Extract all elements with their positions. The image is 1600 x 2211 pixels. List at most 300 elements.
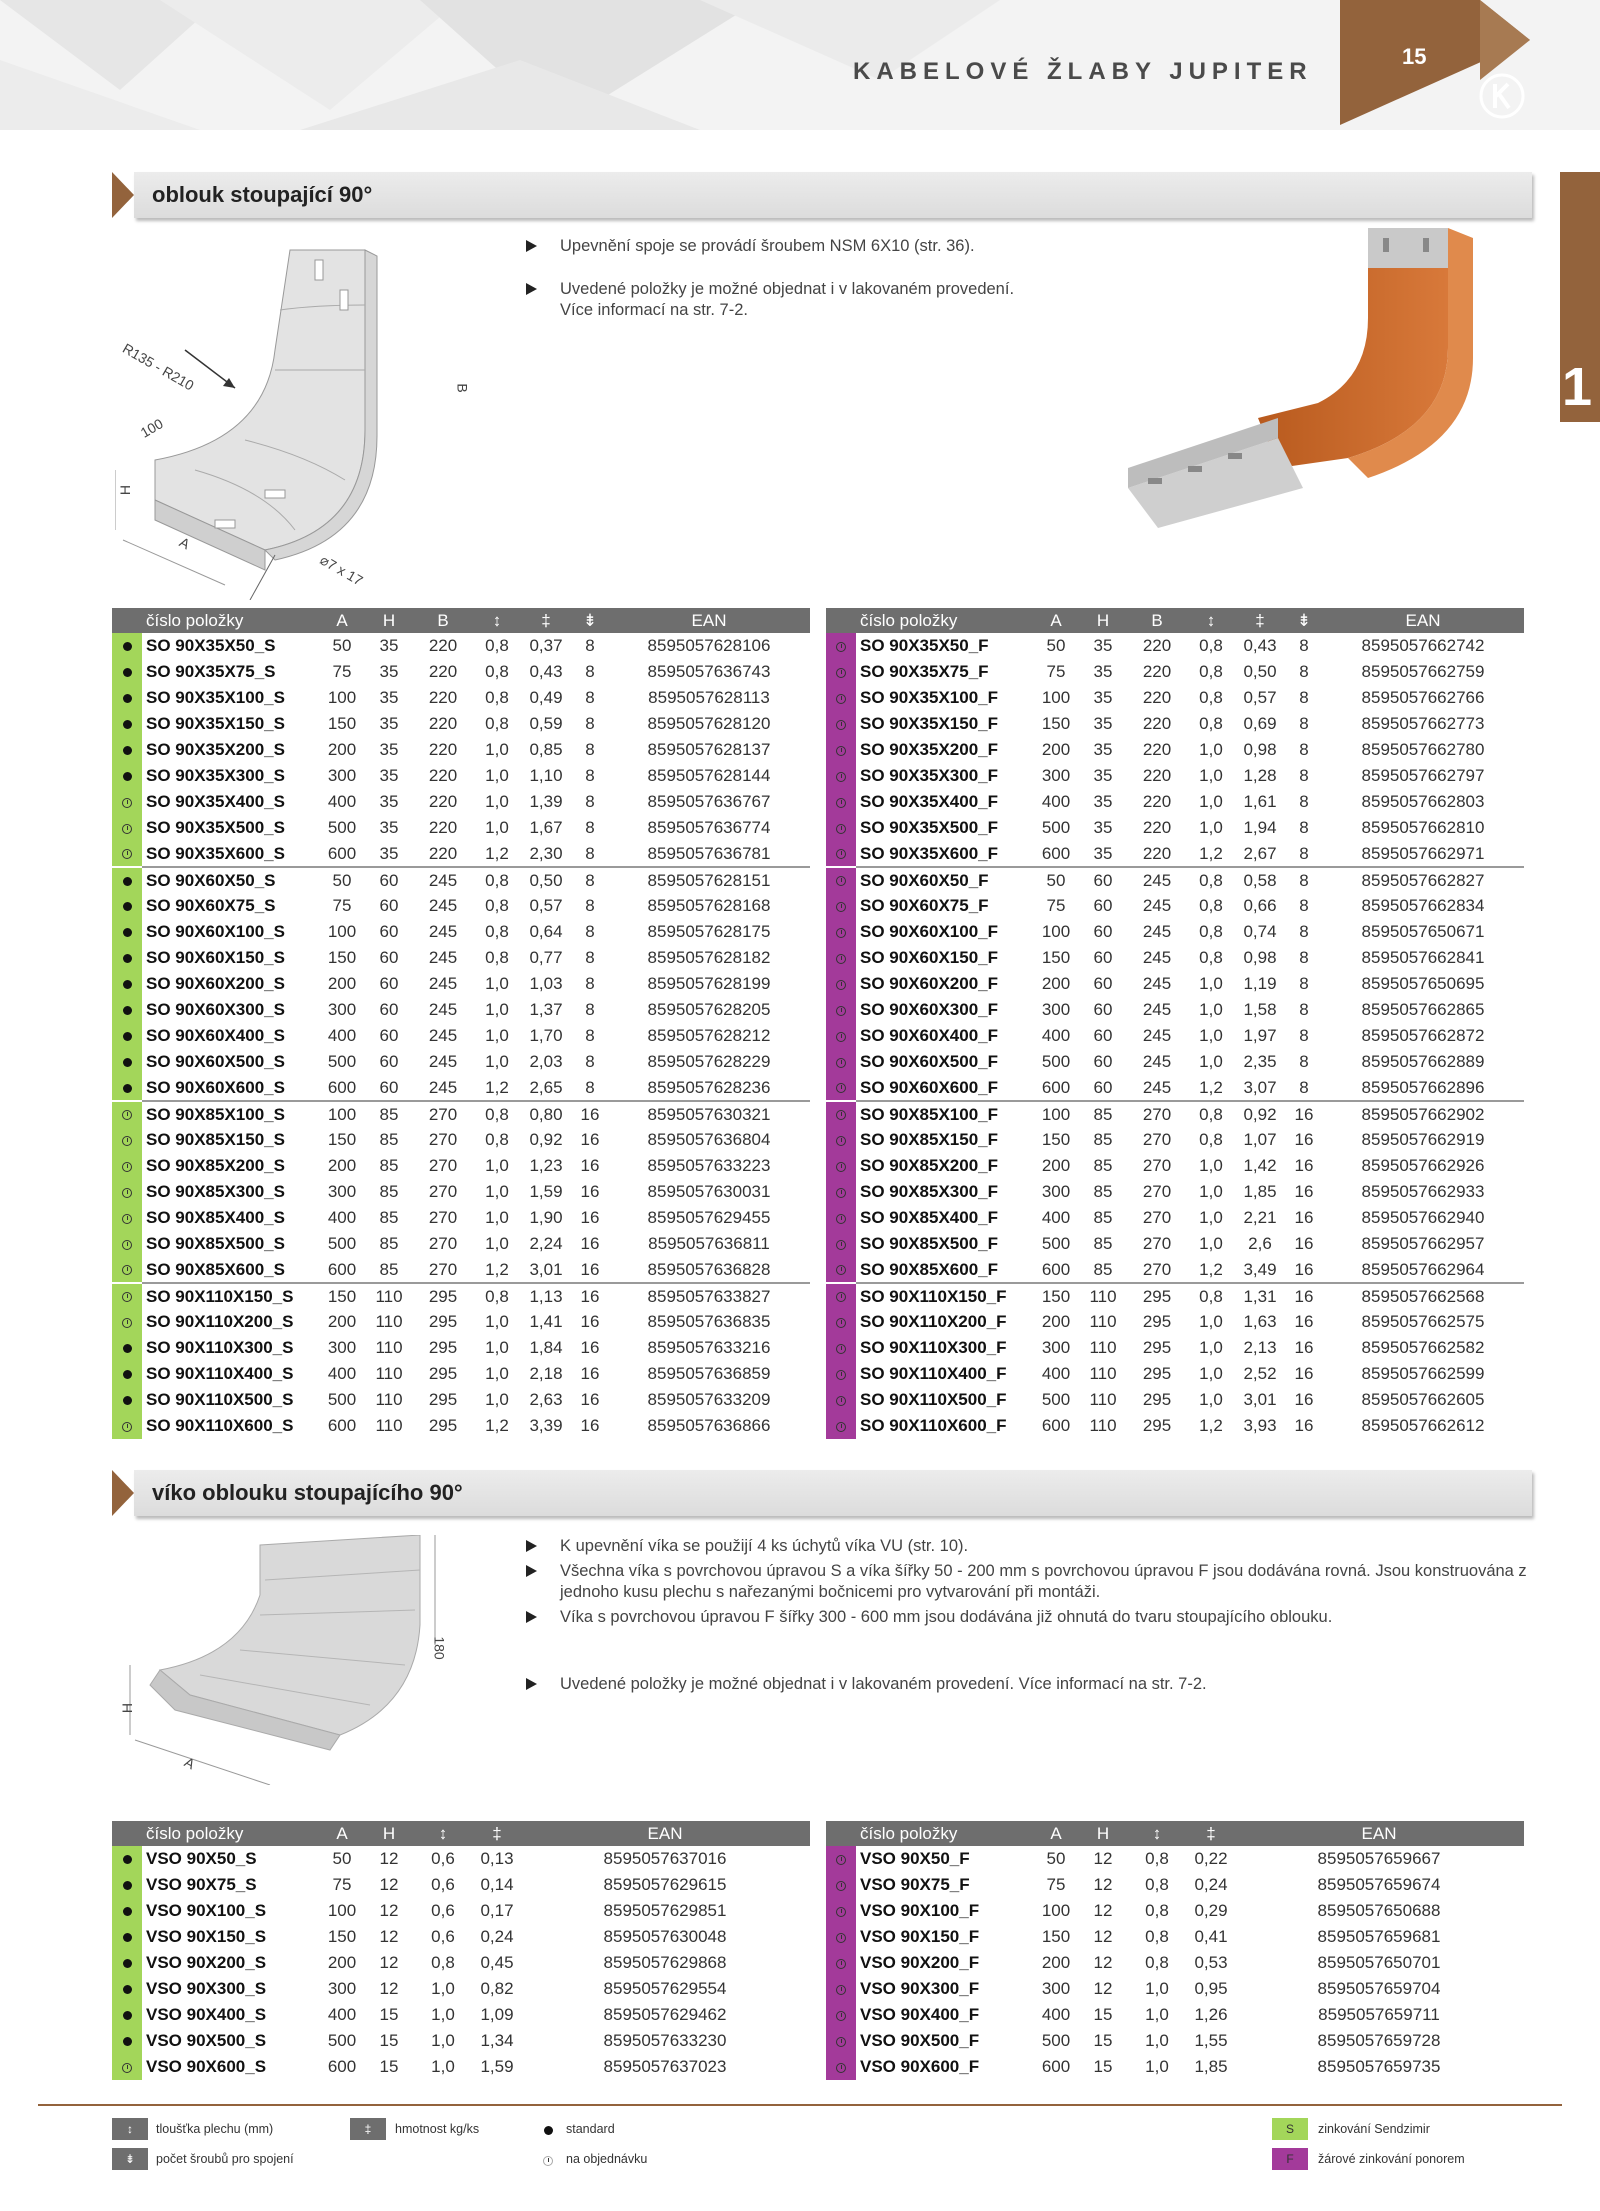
table-row [826,971,1524,997]
cell-h: 12 [379,1979,399,1998]
cell-w: 0,80 [520,1101,572,1127]
cell-b: 270 [428,1208,458,1227]
column-header: EAN [1234,1821,1524,1846]
cell-t: 1,2 [485,1077,509,1097]
ean-code: 8595057628106 [647,636,771,655]
cell-n: 8 [1299,896,1309,915]
cell-n: 8 [585,818,595,837]
cell-t: 1,0 [1199,766,1223,785]
item-code: SO 90X35X75_S [146,662,276,681]
cell-h: 85 [1080,1101,1126,1127]
cell-b: 220 [428,636,458,655]
cell-a: 200 [327,740,357,759]
table-row [826,1023,1524,1049]
legend-s: zinkování Sendzimir [1318,2122,1430,2136]
cell-h: 110 [1089,1416,1117,1435]
table-row [826,1361,1524,1387]
on-order-clock-icon [836,954,846,964]
cell-h: 12 [379,1875,399,1894]
availability-cell [112,737,142,763]
item-code: SO 90X60X400_F [860,1026,998,1045]
cell-n: 8 [1299,922,1309,941]
table-row [826,1924,1524,1950]
cell-a: 200 [1041,1156,1071,1175]
item-code: VSO 90X300_S [146,1979,267,1998]
cell-h: 35 [379,688,399,707]
cell-h: 15 [1093,2005,1113,2024]
ean-code: 8595057636811 [648,1234,770,1253]
item-code: SO 90X35X50_S [146,636,276,655]
cell-w: 1,94 [1243,818,1277,837]
on-order-clock-icon [122,1188,132,1198]
cell-a: 500 [327,1052,357,1071]
standard-dot-icon [123,1006,132,1015]
cell-n: 8 [585,714,595,733]
ean-code: 8595057662827 [1322,867,1524,893]
cell-h: 60 [379,948,399,967]
cell-t: 0,8 [485,1130,509,1149]
table-row [112,1335,810,1361]
availability-cell [112,659,142,685]
ean-code: 8595057650701 [1317,1953,1441,1972]
table-row [112,1205,810,1231]
cell-a: 75 [332,1875,352,1894]
availability-cell [112,1075,142,1101]
cell-h: 35 [379,636,399,655]
table-header-row [112,608,810,633]
cell-n: 16 [580,1182,600,1201]
ean-code: 8595057659735 [1317,2057,1441,2076]
cell-h: 15 [379,2057,399,2076]
standard-dot-icon [123,1370,132,1379]
table-row [112,815,810,841]
on-order-clock-icon [836,1370,846,1380]
cell-n: 8 [1299,1000,1309,1019]
ean-code: 8595057628120 [647,714,771,733]
cell-b: 270 [412,1101,474,1127]
standard-dot-icon [123,1396,132,1405]
note-item: K upevnění víka se použijí 4 ks úchytů víka VU (str. 10). [520,1536,1530,1557]
on-order-clock-icon [122,824,132,834]
table-row [826,841,1524,867]
cell-t: 1,0 [1199,1208,1223,1227]
column-header: číslo položky [856,1821,1032,1846]
availability-cell [112,893,142,919]
cell-a: 300 [327,1979,357,1998]
ean-code: 8595057662896 [1361,1077,1485,1097]
table-row [826,997,1524,1023]
cell-a: 50 [1046,636,1066,655]
section-title: oblouk stoupající 90° [152,182,373,207]
item-code: SO 90X110X150_F [856,1283,1032,1309]
ean-code: 8595057650695 [1361,974,1485,993]
cell-a: 150 [318,1283,366,1309]
ean-code: 8595057633223 [647,1156,771,1175]
ean-code: 8595057662889 [1361,1052,1485,1071]
availability-cell [826,1153,856,1179]
on-order-clock-icon [836,980,846,990]
table-row [826,1257,1524,1283]
on-order-clock-icon [836,772,846,782]
ean-code: 8595057628212 [647,1026,771,1045]
cell-b: 270 [428,1182,458,1201]
cell-n: 16 [1294,1208,1314,1227]
ean-code: 8595057628113 [648,688,770,707]
cell-h: 12 [1093,1953,1113,1972]
cell-t: 1,0 [1199,1182,1223,1201]
cell-n: 8 [1299,974,1309,993]
ean-code: 8595057629455 [647,1208,771,1227]
chapter-number: 1 [1562,357,1593,417]
availability-cell [112,2028,142,2054]
cell-h: 60 [379,922,399,941]
cell-b: 220 [1142,662,1172,681]
item-code: VSO 90X500_F [860,2031,980,2050]
column-header: H [1080,608,1126,633]
cell-t: 0,8 [485,688,509,707]
cell-w: 1,19 [1243,974,1277,993]
cell-b: 295 [428,1416,458,1435]
availability-cell [112,1924,142,1950]
on-order-clock-icon [836,1032,846,1042]
table-row [826,1387,1524,1413]
cell-h: 110 [1080,1283,1126,1309]
item-code: SO 90X110X300_S [146,1338,294,1357]
cell-a: 500 [1041,1052,1071,1071]
item-code: VSO 90X75_F [860,1875,970,1894]
ean-code: 8595057650671 [1361,922,1485,941]
cell-b: 220 [1142,792,1172,811]
ean-code: 8595057629851 [603,1901,727,1920]
item-code: SO 90X60X200_F [860,974,998,993]
ean-code: 8595057662940 [1361,1208,1485,1227]
table-row [112,971,810,997]
cell-n: 16 [580,1259,600,1279]
item-code: SO 90X60X500_S [146,1052,285,1071]
cell-b: 270 [1142,1259,1172,1279]
cell-w: 3,93 [1243,1416,1277,1435]
cell-a: 200 [327,1156,357,1175]
cell-t: 1,0 [485,1364,509,1383]
table-row [826,1872,1524,1898]
table-row [112,1413,810,1439]
cell-h: 12 [1093,1979,1113,1998]
cell-t: 0,8 [1199,948,1223,967]
table-row [826,919,1524,945]
ean-code: 8595057662872 [1361,1026,1485,1045]
ean-code: 8595057629554 [603,1979,727,1998]
cell-h: 35 [379,740,399,759]
table-row [826,815,1524,841]
item-code: SO 90X85X150_S [146,1130,285,1149]
item-code: SO 90X35X75_F [860,662,989,681]
cell-t: 0,8 [474,867,520,893]
cell-h: 110 [375,1364,403,1383]
cell-b: 220 [428,662,458,681]
column-header: EAN [1322,608,1524,633]
note-item: Upevnění spoje se provádí šroubem NSM 6X10 (str. 36). [520,236,1120,257]
cell-a: 200 [1041,1953,1071,1972]
on-order-clock-icon [836,2011,846,2021]
cell-t: 0,8 [1199,922,1223,941]
cell-n: 8 [1299,740,1309,759]
cell-t: 1,0 [431,2057,455,2076]
drawing-label-radius: R135 - R210 [120,340,197,394]
availability-cell [112,1023,142,1049]
availability-cell [826,2002,856,2028]
table-row [112,1950,810,1976]
legend-screws: počet šroubů pro spojení [156,2152,294,2166]
cell-w: 1,84 [529,1338,563,1357]
ean-code: 8595057633209 [647,1390,771,1409]
table-row [112,1309,810,1335]
bend-table-sendzimir [112,608,810,1439]
cell-t: 1,0 [1199,1234,1223,1253]
column-header: EAN [520,1821,810,1846]
cell-w: 0,98 [1243,948,1277,967]
on-order-clock-icon [836,1933,846,1943]
cell-w: 0,13 [480,1849,514,1868]
ean-code: 8595057637016 [603,1849,727,1868]
cell-n: 8 [585,896,595,915]
cell-h: 60 [1093,1026,1113,1045]
column-header: ‡ [1188,1821,1234,1846]
item-code: SO 90X85X500_F [860,1234,998,1253]
table-row [112,633,810,659]
item-code: SO 90X35X300_S [146,766,285,785]
availability-cell [112,1231,142,1257]
cell-a: 75 [1046,1875,1066,1894]
availability-cell [826,971,856,997]
cell-h: 60 [1093,1000,1113,1019]
item-code: SO 90X110X600_F [860,1416,1007,1435]
cell-h: 12 [379,1927,399,1946]
cell-w: 1,03 [529,974,563,993]
cell-t: 0,8 [1199,688,1223,707]
column-header: B [1126,608,1188,633]
cell-b: 245 [412,867,474,893]
table-header-row [826,1821,1524,1846]
availability-cell [112,711,142,737]
table-row [112,763,810,789]
standard-dot-icon [123,642,132,651]
table-row [112,789,810,815]
cell-n: 16 [580,1156,600,1175]
cell-b: 245 [428,896,458,915]
cell-t: 0,8 [1199,896,1223,915]
item-code: VSO 90X200_F [860,1953,980,1972]
on-order-clock-icon [122,2063,132,2073]
ean-code: 8595057659681 [1317,1927,1441,1946]
cell-n: 8 [585,1052,595,1071]
table-row [826,1127,1524,1153]
ean-code: 8595057662971 [1361,843,1485,863]
ean-code: 8595057662605 [1361,1390,1485,1409]
header-marker-cell [112,608,142,633]
cell-a: 75 [1046,662,1066,681]
cell-b: 270 [1142,1234,1172,1253]
item-code: SO 90X35X500_S [146,818,285,837]
cell-h: 15 [1093,2031,1113,2050]
availability-cell [112,971,142,997]
cell-a: 300 [1041,1979,1071,1998]
cell-b: 270 [1142,1130,1172,1149]
availability-cell [112,2002,142,2028]
availability-cell [826,763,856,789]
cell-w: 2,63 [529,1390,563,1409]
ean-code: 8595057630031 [647,1182,771,1201]
column-header: ‡ [520,608,572,633]
cell-b: 220 [428,843,458,863]
cell-n: 16 [1286,1101,1322,1127]
availability-cell [112,1898,142,1924]
availability-cell [826,659,856,685]
ean-code: 8595057636828 [647,1259,771,1279]
cell-n: 16 [1294,1338,1314,1357]
cell-h: 12 [1093,1849,1113,1868]
cell-a: 150 [1041,1130,1071,1149]
header-title: KABELOVÉ ŽLABY JUPITER [853,58,1313,85]
table-header-row [826,608,1524,633]
table-row [826,1179,1524,1205]
item-code: SO 90X110X200_S [146,1312,294,1331]
cell-w: 1,09 [480,2005,514,2024]
cell-a: 150 [327,714,357,733]
item-code: VSO 90X500_S [146,2031,267,2050]
cell-a: 100 [318,1101,366,1127]
item-code: VSO 90X100_S [146,1901,267,1920]
availability-cell [826,633,856,659]
on-order-clock-icon [836,1292,846,1302]
cell-t: 0,8 [485,636,509,655]
standard-dot-icon [123,772,132,781]
cell-b: 245 [428,1000,458,1019]
on-order-clock-icon [122,1214,132,1224]
cell-h: 110 [375,1312,403,1331]
cell-n: 8 [1299,948,1309,967]
standard-dot-icon [123,902,132,911]
standard-dot-icon [123,1933,132,1942]
cell-t: 1,0 [431,2031,455,2050]
on-order-clock-icon [836,1136,846,1146]
item-code: SO 90X60X600_F [860,1077,998,1097]
cell-a: 600 [1041,1416,1071,1435]
cell-w: 0,24 [1194,1875,1228,1894]
cell-w: 0,50 [520,867,572,893]
cell-t: 1,0 [485,766,509,785]
ean-code: 8595057628137 [647,740,771,759]
cell-h: 110 [1089,1338,1117,1357]
item-code: VSO 90X400_S [146,2005,267,2024]
section-title: víko oblouku stoupajícího 90° [152,1480,463,1505]
cell-t: 1,0 [1199,1364,1223,1383]
cell-b: 245 [1142,948,1172,967]
item-code: SO 90X60X50_S [142,867,318,893]
cell-b: 220 [428,714,458,733]
ean-code: 8595057659711 [1318,2005,1440,2024]
availability-cell [826,1075,856,1101]
standard-dot-icon [123,694,132,703]
cell-t: 0,8 [1199,714,1223,733]
availability-cell [112,1872,142,1898]
cell-a: 400 [327,1364,357,1383]
cell-w: 0,50 [1243,662,1277,681]
on-order-clock-icon [836,1422,846,1432]
table-row [112,737,810,763]
standard-dot-icon [123,2037,132,2046]
table-row [112,1924,810,1950]
on-order-clock-icon [122,849,132,859]
table-row [112,1075,810,1101]
cell-n: 16 [580,1338,600,1357]
ean-code: 8595057659704 [1317,1979,1441,1998]
cell-t: 0,8 [1145,1849,1169,1868]
cell-h: 12 [1093,1901,1113,1920]
legend-s-swatch: S [1272,2118,1308,2140]
cell-b: 295 [428,1390,458,1409]
ean-code: 8595057662841 [1361,948,1485,967]
column-header: číslo položky [142,608,318,633]
cell-h: 35 [379,843,399,863]
cell-n: 8 [572,867,608,893]
ean-code: 8595057637023 [603,2057,727,2076]
cell-w: 1,10 [529,766,563,785]
availability-cell [112,1283,142,1309]
cell-n: 8 [585,636,595,655]
drawing-label-100: 100 [137,415,166,441]
availability-cell [826,1872,856,1898]
item-code: VSO 90X150_F [860,1927,980,1946]
cell-w: 0,37 [529,636,563,655]
cell-a: 300 [327,1338,357,1357]
cell-n: 8 [585,1000,595,1019]
availability-cell [112,919,142,945]
cell-w: 2,67 [1243,843,1277,863]
cell-t: 1,2 [485,1259,509,1279]
availability-cell [112,1309,142,1335]
cell-n: 16 [580,1208,600,1227]
cell-w: 2,03 [529,1052,563,1071]
cell-t: 1,0 [485,1208,509,1227]
table-row [826,1309,1524,1335]
standard-dot-icon [123,980,132,989]
cell-b: 220 [1142,714,1172,733]
table-row [826,945,1524,971]
ean-code: 8595057629462 [603,2005,727,2024]
cell-h: 35 [1093,714,1113,733]
availability-cell [826,1231,856,1257]
availability-cell [826,1950,856,1976]
on-order-clock-icon [836,902,846,912]
note-item: Víka s povrchovou úpravou F šířky 300 - 600 mm jsou dodávána již ohnutá do tvaru stoupajícího oblouku. [520,1607,1530,1628]
cell-t: 1,2 [485,843,509,863]
cell-w: 1,23 [529,1156,563,1175]
cell-a: 150 [1041,948,1071,967]
cell-a: 200 [327,1312,357,1331]
item-code: SO 90X85X500_S [146,1234,285,1253]
cell-b: 220 [1142,688,1172,707]
cell-t: 1,0 [485,1390,509,1409]
cell-w: 1,58 [1243,1000,1277,1019]
cell-h: 110 [375,1416,403,1435]
table-row [112,841,810,867]
cell-a: 400 [327,1026,357,1045]
cell-n: 16 [580,1234,600,1253]
availability-cell [826,1023,856,1049]
cell-a: 150 [327,948,357,967]
legend-f-swatch: F [1272,2148,1308,2170]
on-order-clock-icon [836,746,846,756]
